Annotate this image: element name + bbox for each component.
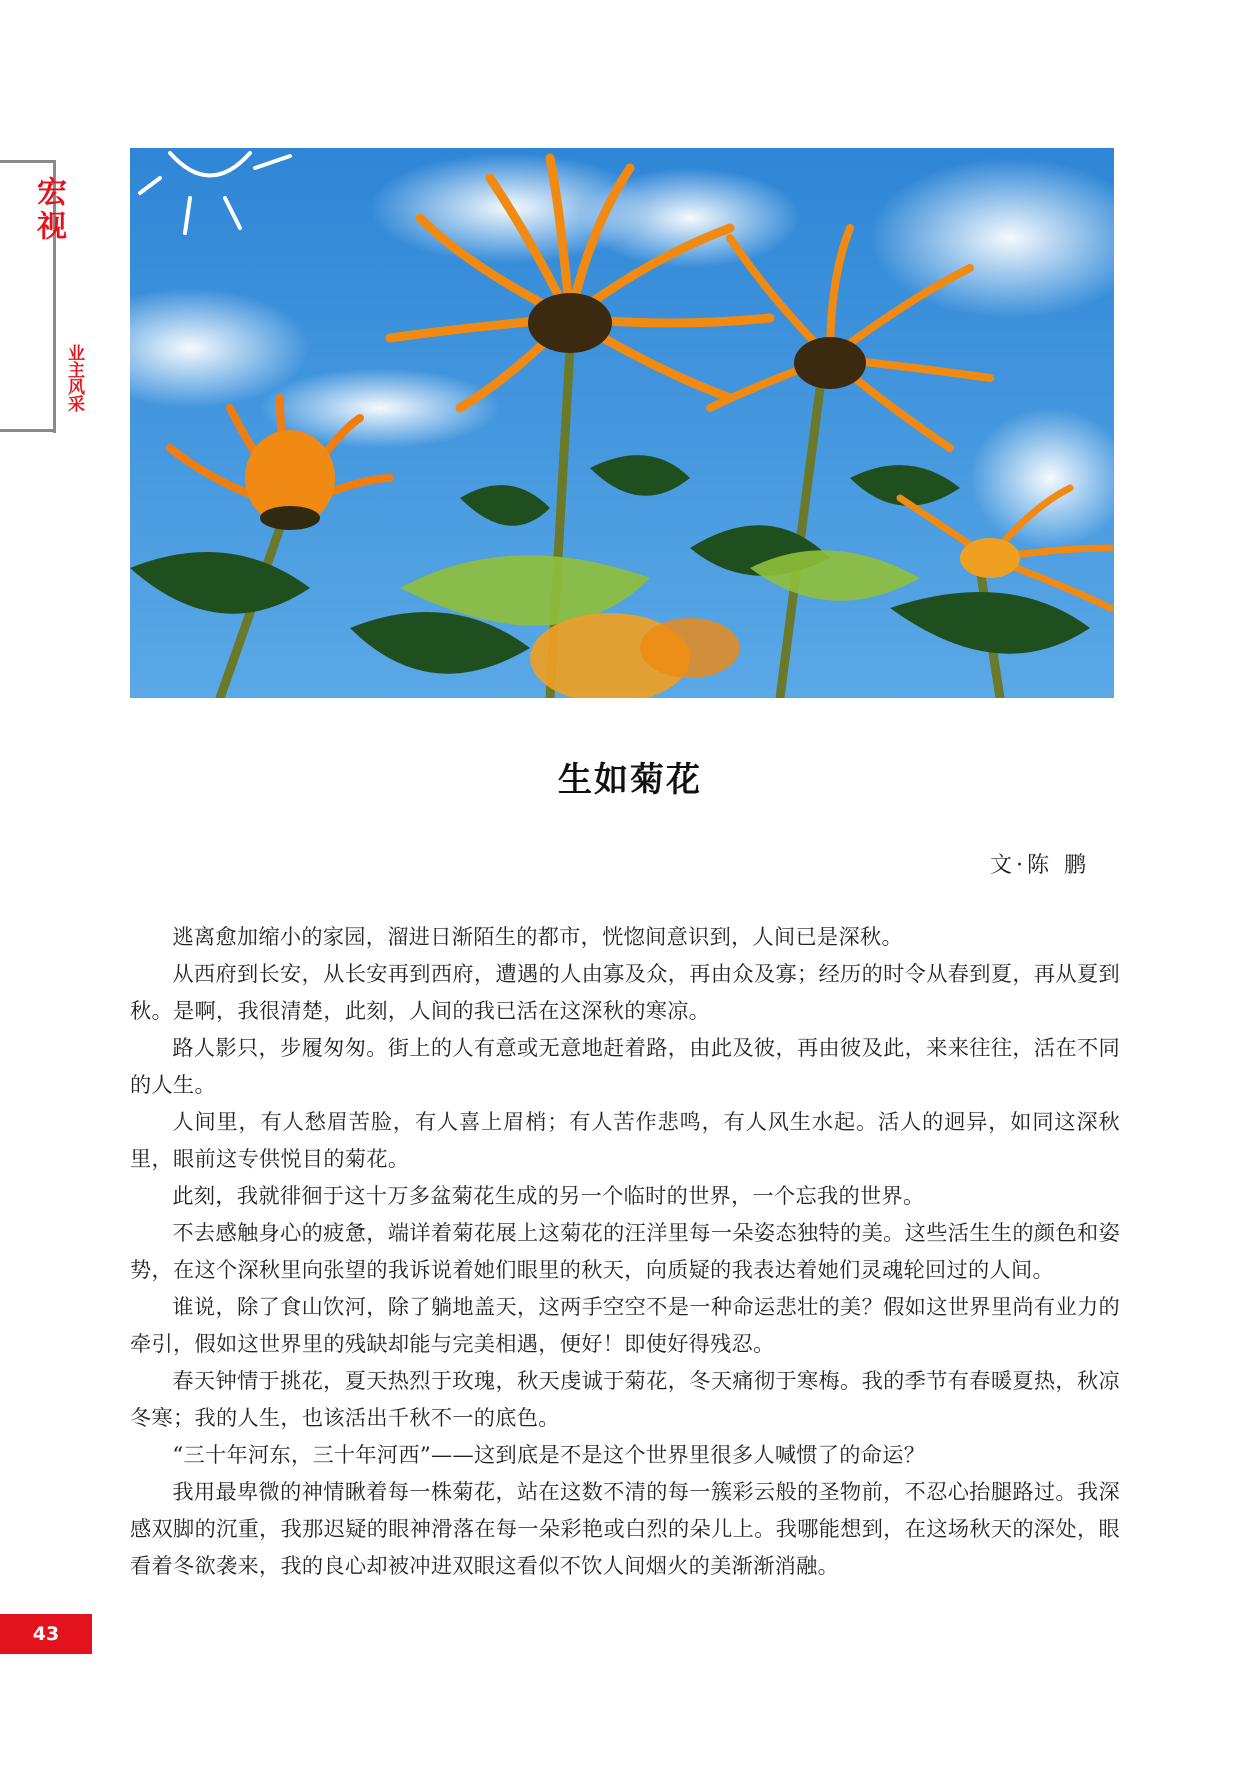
paragraph: 人间里，有人愁眉苦脸，有人喜上眉梢；有人苦作悲鸣，有人风生水起。活人的迥异，如同这深秋里，眼前这专供悦目的菊花。 [130, 1109, 1120, 1171]
page-number: 43 [0, 1614, 92, 1654]
hero-image [130, 148, 1114, 698]
article-author: 文·陈 鹏 [990, 853, 1090, 878]
article-body [130, 918, 1120, 1584]
paragraph: 从西府到长安，从长安再到西府，遭遇的人由寡及众，再由众及寡；经历的时令从春到夏，再从夏到秋。是啊，我很清楚，此刻，人间的我已活在这深秋的寒凉。 [130, 961, 1120, 1023]
paragraph: 路人影只，步履匆匆。街上的人有意或无意地赶着路，由此及彼，再由彼及此，来来往往，活在不同的人生。 [130, 1035, 1120, 1097]
paragraph: 春天钟情于挑花，夏天热烈于玫瑰，秋天虔诚于菊花，冬天痛彻于寒梅。我的季节有春暖夏热，秋凉冬寒；我的人生，也该活出千秋不一的底色。 [130, 1368, 1120, 1430]
section-sublabel: 业主风采 [64, 344, 84, 412]
article-title: 生如菊花 [558, 760, 702, 800]
section-label: 宏视 [31, 176, 66, 244]
chrysanthemum-photo [130, 148, 1114, 698]
paragraph: “三十年河东，三十年河西”——这到底是不是这个世界里很多人喊惯了的命运？ [172, 1442, 926, 1467]
paragraph: 谁说，除了食山饮河，除了躺地盖天，这两手空空不是一种命运悲壮的美？假如这世界里尚有业力的牵引，假如这世界里的残缺却能与完美相遇，便好！即使好得残忍。 [130, 1294, 1120, 1356]
paragraph: 此刻，我就徘徊于这十万多盆菊花生成的另一个临时的世界，一个忘我的世界。 [172, 1183, 925, 1208]
paragraph: 不去感触身心的疲惫，端详着菊花展上这菊花的汪洋里每一朵姿态独特的美。这些活生生的颜色和姿势，在这个深秋里向张望的我诉说着她们眼里的秋天，向质疑的我表达着她们灵魂轮回过的人间。 [130, 1220, 1120, 1282]
paragraph: 逃离愈加缩小的家园，溜进日渐陌生的都市，恍惚间意识到，人间已是深秋。 [172, 924, 903, 949]
paragraph: 我用最卑微的神情瞅着每一株菊花，站在这数不清的每一簇彩云般的圣物前，不忍心抬腿路过。我深感双脚的沉重，我那迟疑的眼神滑落在每一朵彩艳或白烈的朵儿上。我哪能想到，在这场秋天的深处，眼看着冬欲袭来，我的良心却被冲进双眼这看似不饮人间烟火的美渐渐消融。 [130, 1479, 1120, 1578]
